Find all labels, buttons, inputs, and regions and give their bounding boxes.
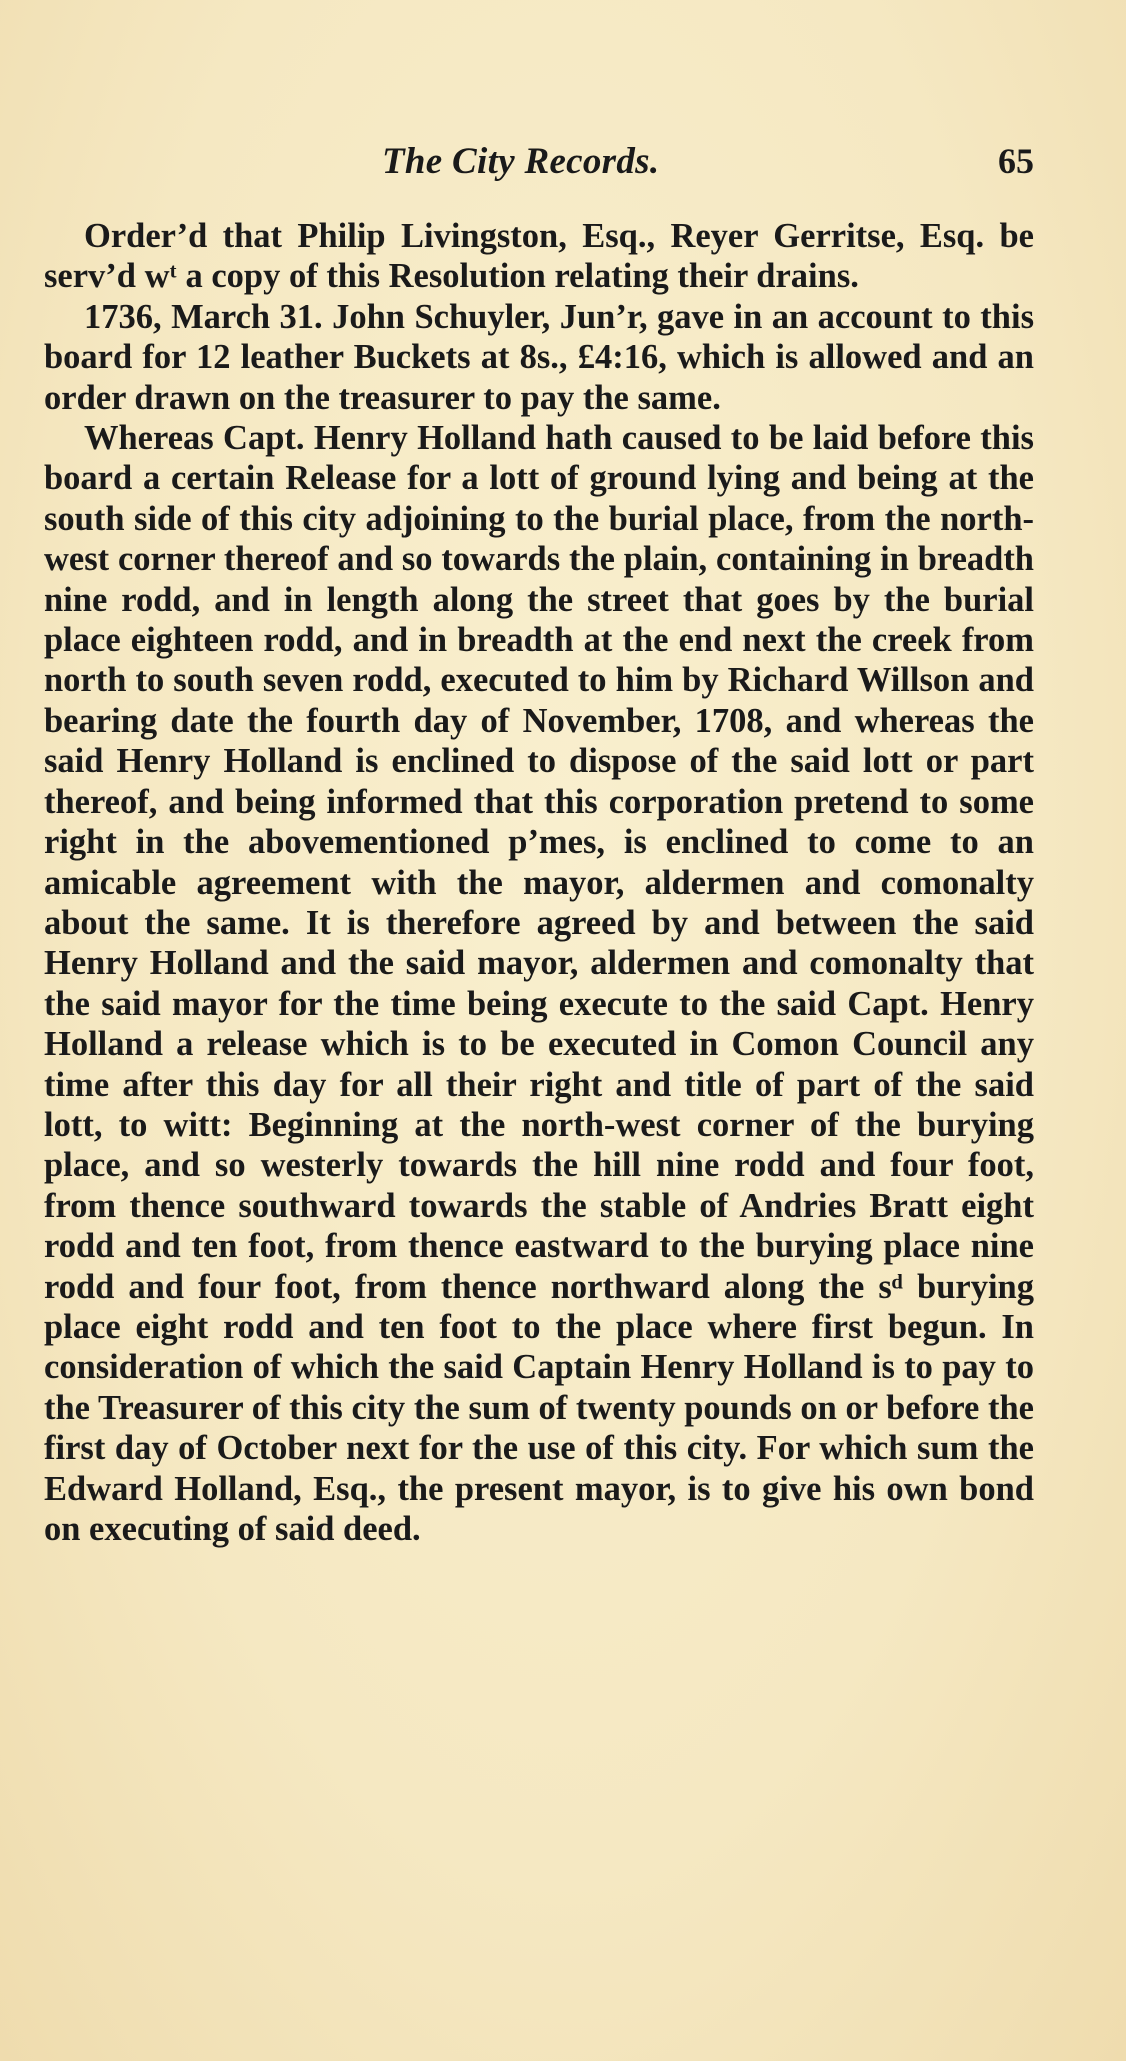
running-title: The City Records. bbox=[382, 141, 660, 182]
running-head bbox=[44, 140, 1034, 186]
paragraph-leather-buckets: 1736, March 31. John Schuyler, Jun’r, gave in an account to this board for 12 leather Buckets at 8s., £4:16, which is allowed and an order drawn on the treasurer to pay the same. bbox=[44, 297, 1034, 417]
paragraph-holland-release: Whereas Capt. Henry Holland hath caused to be laid before this board a certain Release for a lott of ground lying and being at the south side of this city adjoining to the burial place, from the north-west corner thereof and so towards the plain, containing in breadth nine rodd, and in length along the street that goes by the burial place eighteen rodd, and in breadth at the end next the creek from north to south seven rodd, executed to him by Richard Willson and bearing date the fourth day of November, 1708, and whereas the said Henry Holland is enclined to dispose of the said lott or part thereof, and being informed that this corporation pretend to some right in the abovementioned p’mes, is enclined to come to an amicable agreement with the mayor, aldermen and comonalty about the same. It is therefore agreed by and between the said Henry Holland and the said mayor, aldermen and comonalty that the said mayor for the time being execute to the said Capt. Henry Holland a release which is to be executed in Comon Council any time after this day for all their right and title of part of the said lott, to witt: Beginning at the north-west corner of the burying place, and so westerly towards the hill nine rodd and four foot, from thence southward towards the stable of Andries Bratt eight rodd and ten foot, from thence eastward to the burying place nine rodd and four foot, from thence northward along the sᵈ burying place eight rodd and ten foot to the place where first begun. In consideration of which the said Captain Henry Holland is to pay to the Treasurer of this city the sum of twenty pounds on or before the first day of October next for the use of this city. For which sum the Edward Holland, Esq., the present mayor, is to give his own bond on executing of said deed. bbox=[44, 419, 1034, 1548]
page-number: 65 bbox=[998, 141, 1034, 181]
paragraph-drains-order: Order’d that Philip Livingston, Esq., Reyer Gerritse, Esq. be serv’d wᵗ a copy of this Resolution relating their drains. bbox=[44, 217, 1034, 296]
body-text bbox=[44, 216, 1034, 1549]
